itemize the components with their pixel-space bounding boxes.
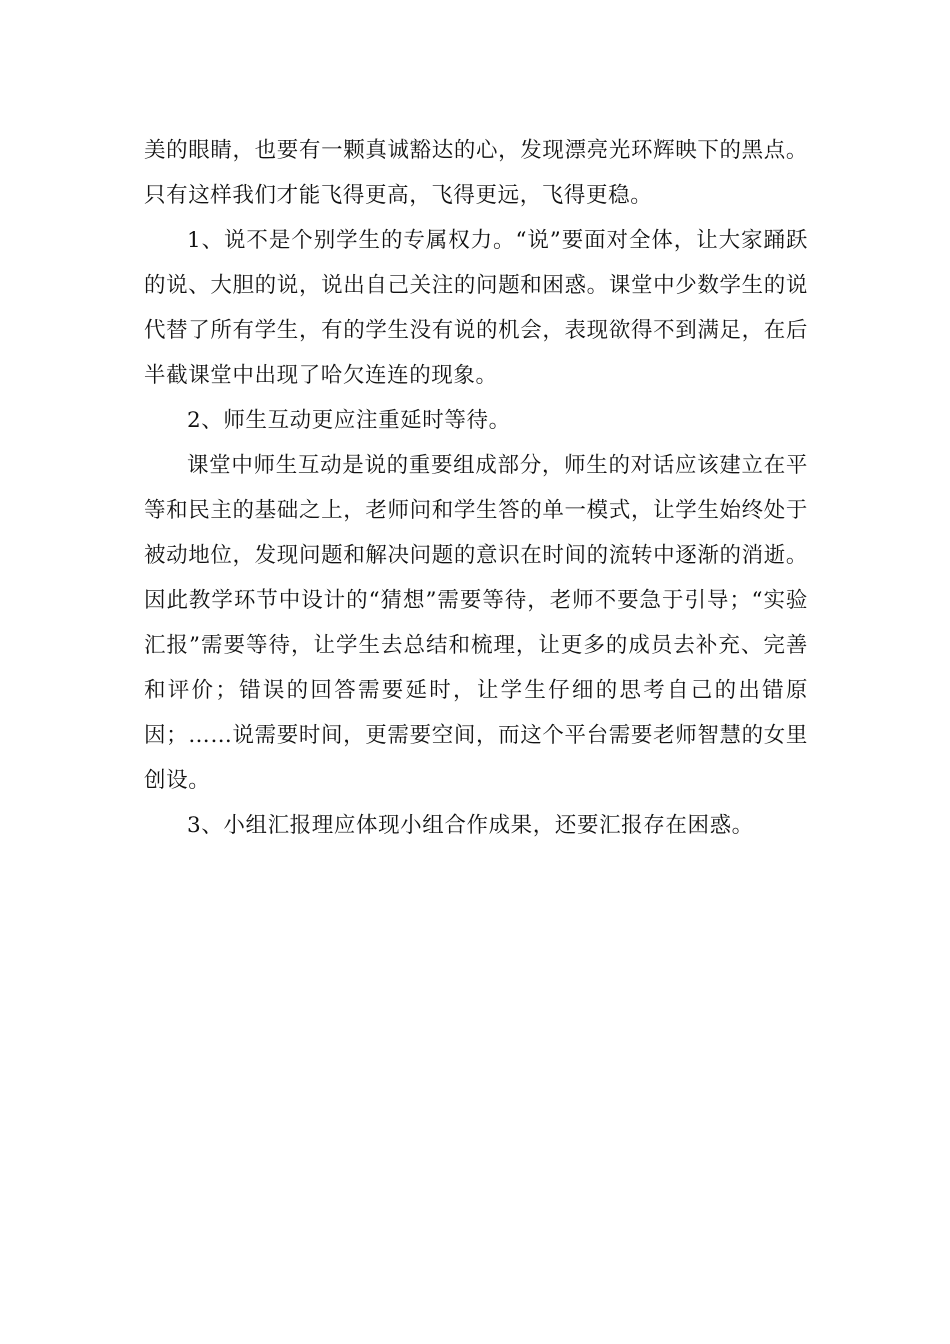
paragraph-point-1: 1、说不是个别学生的专属权力。“说”要面对全体，让大家踊跃的说、大胆的说，说出自己关注的问题和困惑。课堂中少数学生的说代替了所有学生，有的学生没有说的机会，表现欲得不到满足，在后半截课堂中出现了哈欠连连的现象。	[144, 228, 808, 388]
document-body	[144, 128, 808, 848]
paragraph-continuation: 美的眼睛，也要有一颗真诚豁达的心，发现漂亮光环辉映下的黑点。只有这样我们才能飞得更高，飞得更远，飞得更稳。	[144, 138, 808, 208]
paragraph-point-3: 3、小组汇报理应体现小组合作成果，还要汇报存在困惑。	[187, 813, 754, 838]
paragraph-point-2: 2、师生互动更应注重延时等待。	[187, 408, 511, 433]
paragraph-point-2-detail: 课堂中师生互动是说的重要组成部分，师生的对话应该建立在平等和民主的基础之上，老师问和学生答的单一模式，让学生始终处于被动地位，发现问题和解决问题的意识在时间的流转中逐渐的消逝。因此教学环节中设计的“猜想”需要等待，老师不要急于引导；“实验汇报”需要等待，让学生去总结和梳理，让更多的成员去补充、完善和评价；错误的回答需要延时，让学生仔细的思考自己的出错原因；……说需要时间，更需要空间，而这个平台需要老师智慧的女里创设。	[144, 453, 808, 793]
